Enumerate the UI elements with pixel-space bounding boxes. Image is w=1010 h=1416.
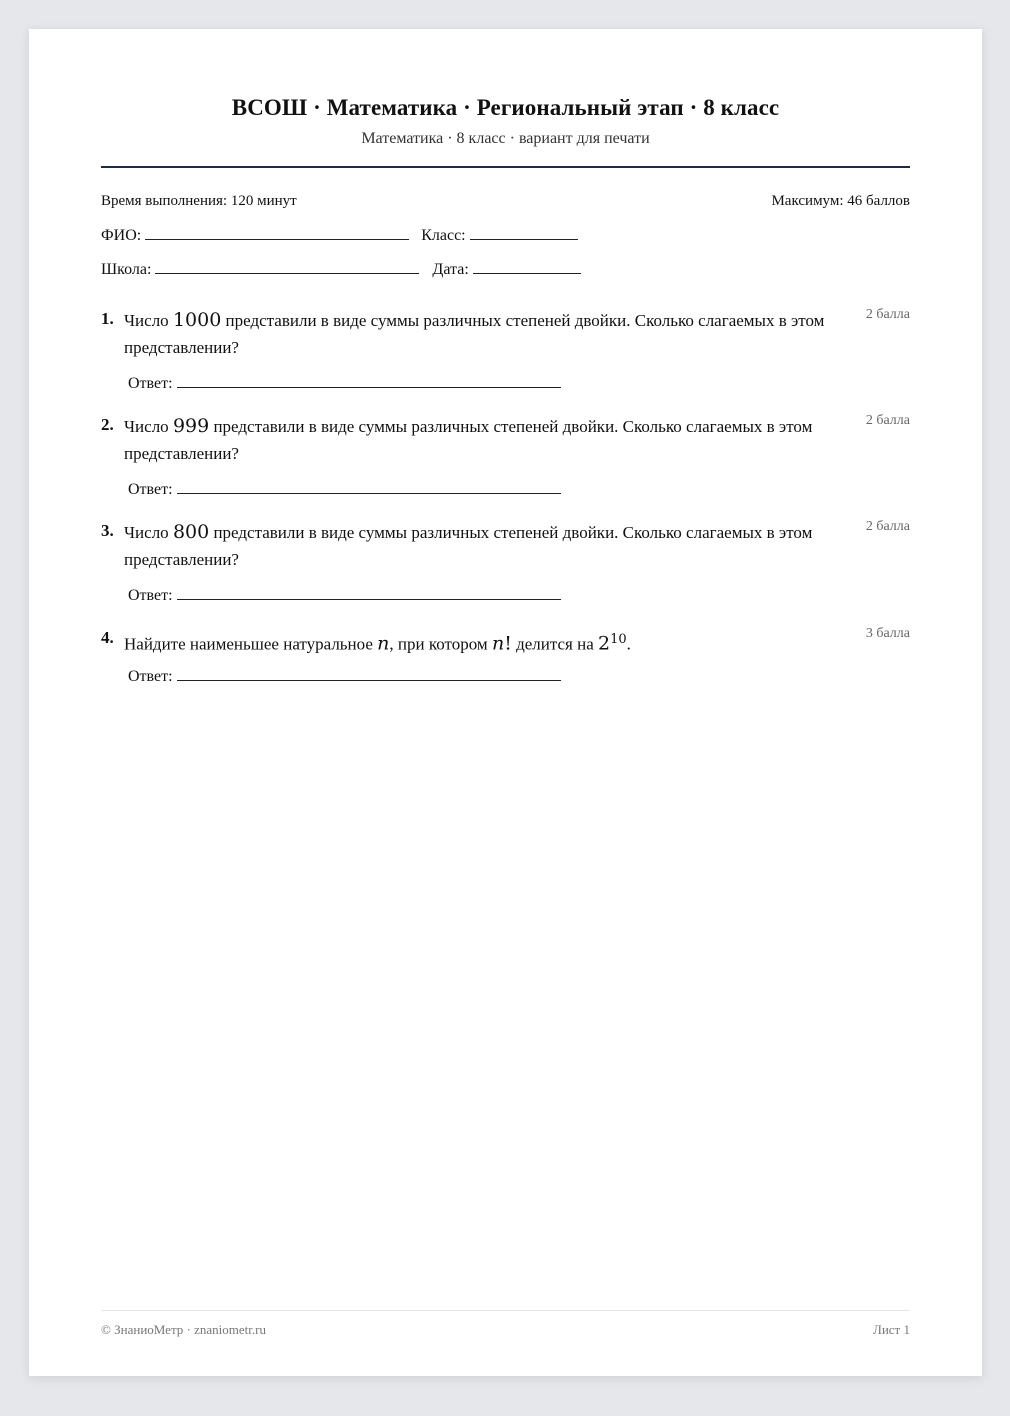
power-exponent: 10 — [610, 632, 627, 647]
footer-copyright: © ЗнаниоМетр · znaniometr.ru — [101, 1322, 266, 1337]
answer-blank[interactable] — [177, 479, 561, 494]
fio-blank[interactable] — [145, 225, 409, 240]
student-fields-row-1 — [101, 225, 910, 245]
math-number: 1000 — [172, 309, 222, 331]
answer-label: Ответ: — [128, 668, 173, 685]
class-label: Класс: — [421, 227, 466, 244]
factorial-symbol: ! — [504, 632, 512, 655]
task-points: 2 балла — [865, 307, 910, 322]
answer-label: Ответ: — [128, 481, 173, 498]
class-blank[interactable] — [470, 225, 578, 240]
answer-blank[interactable] — [177, 373, 561, 388]
student-fields-row-2 — [101, 259, 910, 279]
task-points: 2 балла — [865, 519, 910, 534]
answer-label: Ответ: — [128, 375, 173, 392]
footer-page-number: Лист 1 — [873, 1322, 910, 1337]
school-label: Школа: — [101, 261, 152, 278]
task-text: Найдите наименьшее натуральное n, при котором n! делится на $2^{10}$. — [124, 632, 631, 655]
school-blank[interactable] — [155, 259, 419, 274]
math-number: 800 — [172, 521, 210, 543]
date-label: Дата: — [432, 261, 469, 278]
power-base: 2 — [598, 632, 611, 655]
math-variable: n — [491, 632, 505, 655]
task-text: Число 1000 представили в виде суммы различных степеней двойки. Сколько слагаемых в этом представлении? — [124, 309, 825, 357]
date-blank[interactable] — [473, 259, 581, 274]
page-subtitle: Математика · 8 класс · вариант для печати — [361, 130, 650, 147]
header-divider — [101, 166, 910, 168]
task-number: 2. — [101, 415, 114, 434]
math-variable: n — [377, 632, 390, 655]
page-content — [101, 29, 910, 1376]
answer-label: Ответ: — [128, 587, 173, 604]
time-limit: Время выполнения: 120 минут — [101, 193, 297, 209]
task-points: 2 балла — [865, 413, 910, 428]
page-title: ВСОШ · Математика · Региональный этап · 8 класс — [231, 95, 780, 120]
exam-meta — [101, 193, 910, 210]
task-number: 1. — [101, 309, 114, 328]
fio-label: ФИО: — [101, 227, 142, 244]
footer-divider — [101, 1310, 910, 1311]
answer-field — [128, 585, 561, 605]
math-number: 999 — [172, 415, 210, 437]
answer-field — [128, 666, 561, 686]
answer-field — [128, 479, 561, 499]
answer-blank[interactable] — [177, 585, 561, 600]
task-number: 4. — [101, 628, 114, 647]
worksheet-page — [29, 29, 982, 1376]
answer-field — [128, 373, 561, 393]
task-number: 3. — [101, 521, 114, 540]
answer-blank[interactable] — [177, 666, 561, 681]
task-text: Число 999 представили в виде суммы различных степеней двойки. Сколько слагаемых в этом представлении? — [124, 415, 813, 463]
task-points: 3 балла — [865, 626, 910, 641]
task-text: Число 800 представили в виде суммы различных степеней двойки. Сколько слагаемых в этом представлении? — [124, 521, 813, 569]
max-score: Максимум: 46 баллов — [771, 193, 910, 209]
